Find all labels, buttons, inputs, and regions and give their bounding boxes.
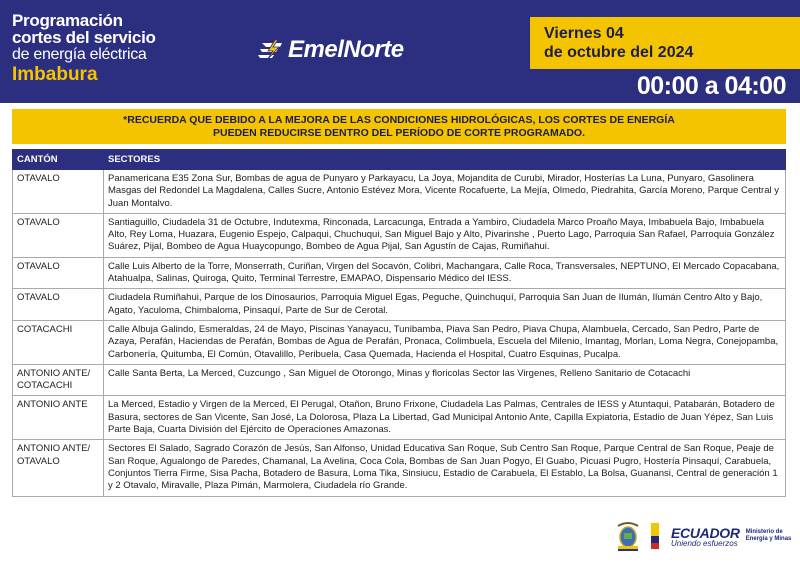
flag-stripe-icon — [651, 523, 659, 549]
sectores-cell: Calle Albuja Galindo, Esmeraldas, 24 de Mayo, Piscinas Yanayacu, Tunibamba, Piava San Pedro, Piava Chupa, Alambuela, Cercado, San Pedro, Parte de Azaya, Perafán, Haciendas de Perafán, Bombas de Agua de Perafán, Pronaca, Colimbuela, Escuela del Milenio, Imantag, Morlan, Loma Negra, Conejopamba, Carbonería, Quitumba, El Común, Otavalillo, Peribuela, Casa Quemada, Hacienda el Hospital, Cuatro Esquinas, Pucalpa. — [104, 320, 786, 364]
date-box — [530, 17, 800, 69]
canton-cell: ANTONIO ANTE — [13, 396, 104, 440]
outage-table — [12, 149, 786, 497]
table-row — [13, 396, 786, 440]
logo-text: EmelNorte — [288, 36, 404, 63]
date-day: Viernes 04 — [544, 25, 624, 42]
notice-banner — [12, 109, 786, 144]
ecuador-slogan: Uniendo esfuerzos — [671, 538, 738, 548]
sectores-cell: Ciudadela Rumiñahui, Parque de los Dinosaurios, Parroquia Miguel Egas, Peguche, Quinchuquí, Parroquia San Juan de Ilumán, Ilumán Centro Alto y Bajo, Agato, Yaculoma, Chimbaloma, Pinsaquí, Parte de Sur de Cerotal. — [104, 289, 786, 321]
province-label: Imbabura — [12, 64, 98, 85]
table-row — [13, 213, 786, 257]
title-line-3: de energía eléctrica — [12, 46, 147, 63]
table-row — [13, 364, 786, 396]
title-line-1: Programación — [12, 11, 123, 30]
canton-cell: OTAVALO — [13, 257, 104, 289]
canton-cell: OTAVALO — [13, 289, 104, 321]
header-sectores: SECTORES — [104, 150, 786, 170]
sectores-cell: Sectores El Salado, Sagrado Corazón de Jesús, San Alfonso, Unidad Educativa San Roque, Sub Centro San Roque, Parque Central de San Roque, Peaje de San Roque, Agualongo de Paredes, Chamanal, La Avelina, Coca Cola, Bombas de San Juan Pogyo, El Guabo, Picuasi Pugro, Hostería Pinsaquí, Carabuela, Conjuntos Tierra Firme, Sisa Pacha, Botadero de Basura, Loma Tika, Sinsiucu, Estadio de Carabuela, El Establo, La Bolsa, Guanansi, Central de generación 1 y 2 Otavalo, Miravalle, Plaza Pimán, Marmolera, Ciudadela río Grande. — [104, 440, 786, 496]
coat-of-arms-icon — [615, 520, 641, 552]
ministry-label — [746, 529, 792, 543]
sectores-cell: Panamericana E35 Zona Sur, Bombas de agua de Punyaro y Parkayacu, La Joya, Mojandita de Curubi, Mirador, Hosterías La Luna, Punyaro, Gasolinera Masgas del Redondel La Magdalena, Calles Sucre, Antonio Estévez Mora, Vicente Rocafuerte, La Mejía, Olmedo, Piedrahita, García Moreno, Parque Central y Juan Montalvo. — [104, 170, 786, 214]
sectores-cell: La Merced, Estadio y Virgen de la Merced, El Perugal, Otañon, Bruno Frixone, Ciudadela Las Palmas, Centrales de IESS y Atuntaqui, Patabarán, Botadero de Basura, sectores de San Vicente, San José, La Dolorosa, Plaza La Libertad, Gad Municipal Antonio Ante, Capilla Expiatoria, Estadio de Juan Yépez, San Luis Parte Baja, Cuarta División del Ejército de Operaciones Amazonas. — [104, 396, 786, 440]
emelnorte-logo — [258, 36, 404, 64]
table-header-row — [13, 150, 786, 170]
sectores-cell: Santiaguillo, Ciudadela 31 de Octubre, Indutexma, Rinconada, Larcacunga, Entrada a Yambiro, Ciudadela Marco Proaño Maya, Imbabuela Bajo, Imbabuela Alto, Rey Loma, Huazara, Eugenio Espejo, Calpaqui, Chuchuqui, San Miguel Bajo y Alto, Pivarinshe , Puerto Lago, Parroquia San Rafael, Parroquia González Suárez, Pijal, Bombeo de Agua Huaycopungo, Bombeo de Agua Pijal, San Agustín de Cajas, Rumiñahui. — [104, 213, 786, 257]
header-canton: CANTÓN — [13, 150, 104, 170]
canton-cell: ANTONIO ANTE/ OTAVALO — [13, 440, 104, 496]
sectores-cell: Calle Luis Alberto de la Torre, Monserrath, Curiñan, Virgen del Socavón, Colibri, Machangara, Calle Roca, Transversales, NEPTUNO, El Mercado Copacabana, Atahualpa, Salinas, Quiroga, Quito, Terminal Terrestre, EMAPAO, Dispensario Médico del IESS. — [104, 257, 786, 289]
sectores-cell: Calle Santa Berta, La Merced, Cuzcungo , San Miguel de Otorongo, Minas y floricolas Sector las Virgenes, Relleno Sanitario de Cotacachi — [104, 364, 786, 396]
title-line-2: cortes del servicio — [12, 28, 156, 47]
footer-logos — [615, 520, 791, 552]
table-row — [13, 289, 786, 321]
lightning-logo-icon — [258, 39, 286, 61]
date-month-year: de octubre del 2024 — [544, 44, 694, 61]
canton-cell: OTAVALO — [13, 170, 104, 214]
table-row — [13, 170, 786, 214]
canton-cell: OTAVALO — [13, 213, 104, 257]
ecuador-wordmark: ECUADOR — [671, 524, 740, 541]
ministry-line-2: Energía y Minas — [745, 536, 792, 542]
table-row — [13, 440, 786, 496]
canton-cell: COTACACHI — [13, 320, 104, 364]
notice-line-1: *RECUERDA QUE DEBIDO A LA MEJORA DE LAS CONDICIONES HIDROLÓGICAS, LOS CORTES DE ENERGÍA — [123, 113, 675, 126]
title-block — [12, 12, 156, 86]
header-banner — [0, 0, 800, 103]
table-row — [13, 257, 786, 289]
time-range: 00:00 a 04:00 — [636, 72, 786, 100]
ecuador-brand — [671, 525, 740, 548]
canton-cell: ANTONIO ANTE/ COTACACHI — [13, 364, 104, 396]
ministry-line-1: Ministerio de — [745, 529, 783, 535]
table-row — [13, 320, 786, 364]
notice-line-2: PUEDEN REDUCIRSE DENTRO DEL PERÍODO DE CORTE PROGRAMADO. — [212, 126, 585, 139]
